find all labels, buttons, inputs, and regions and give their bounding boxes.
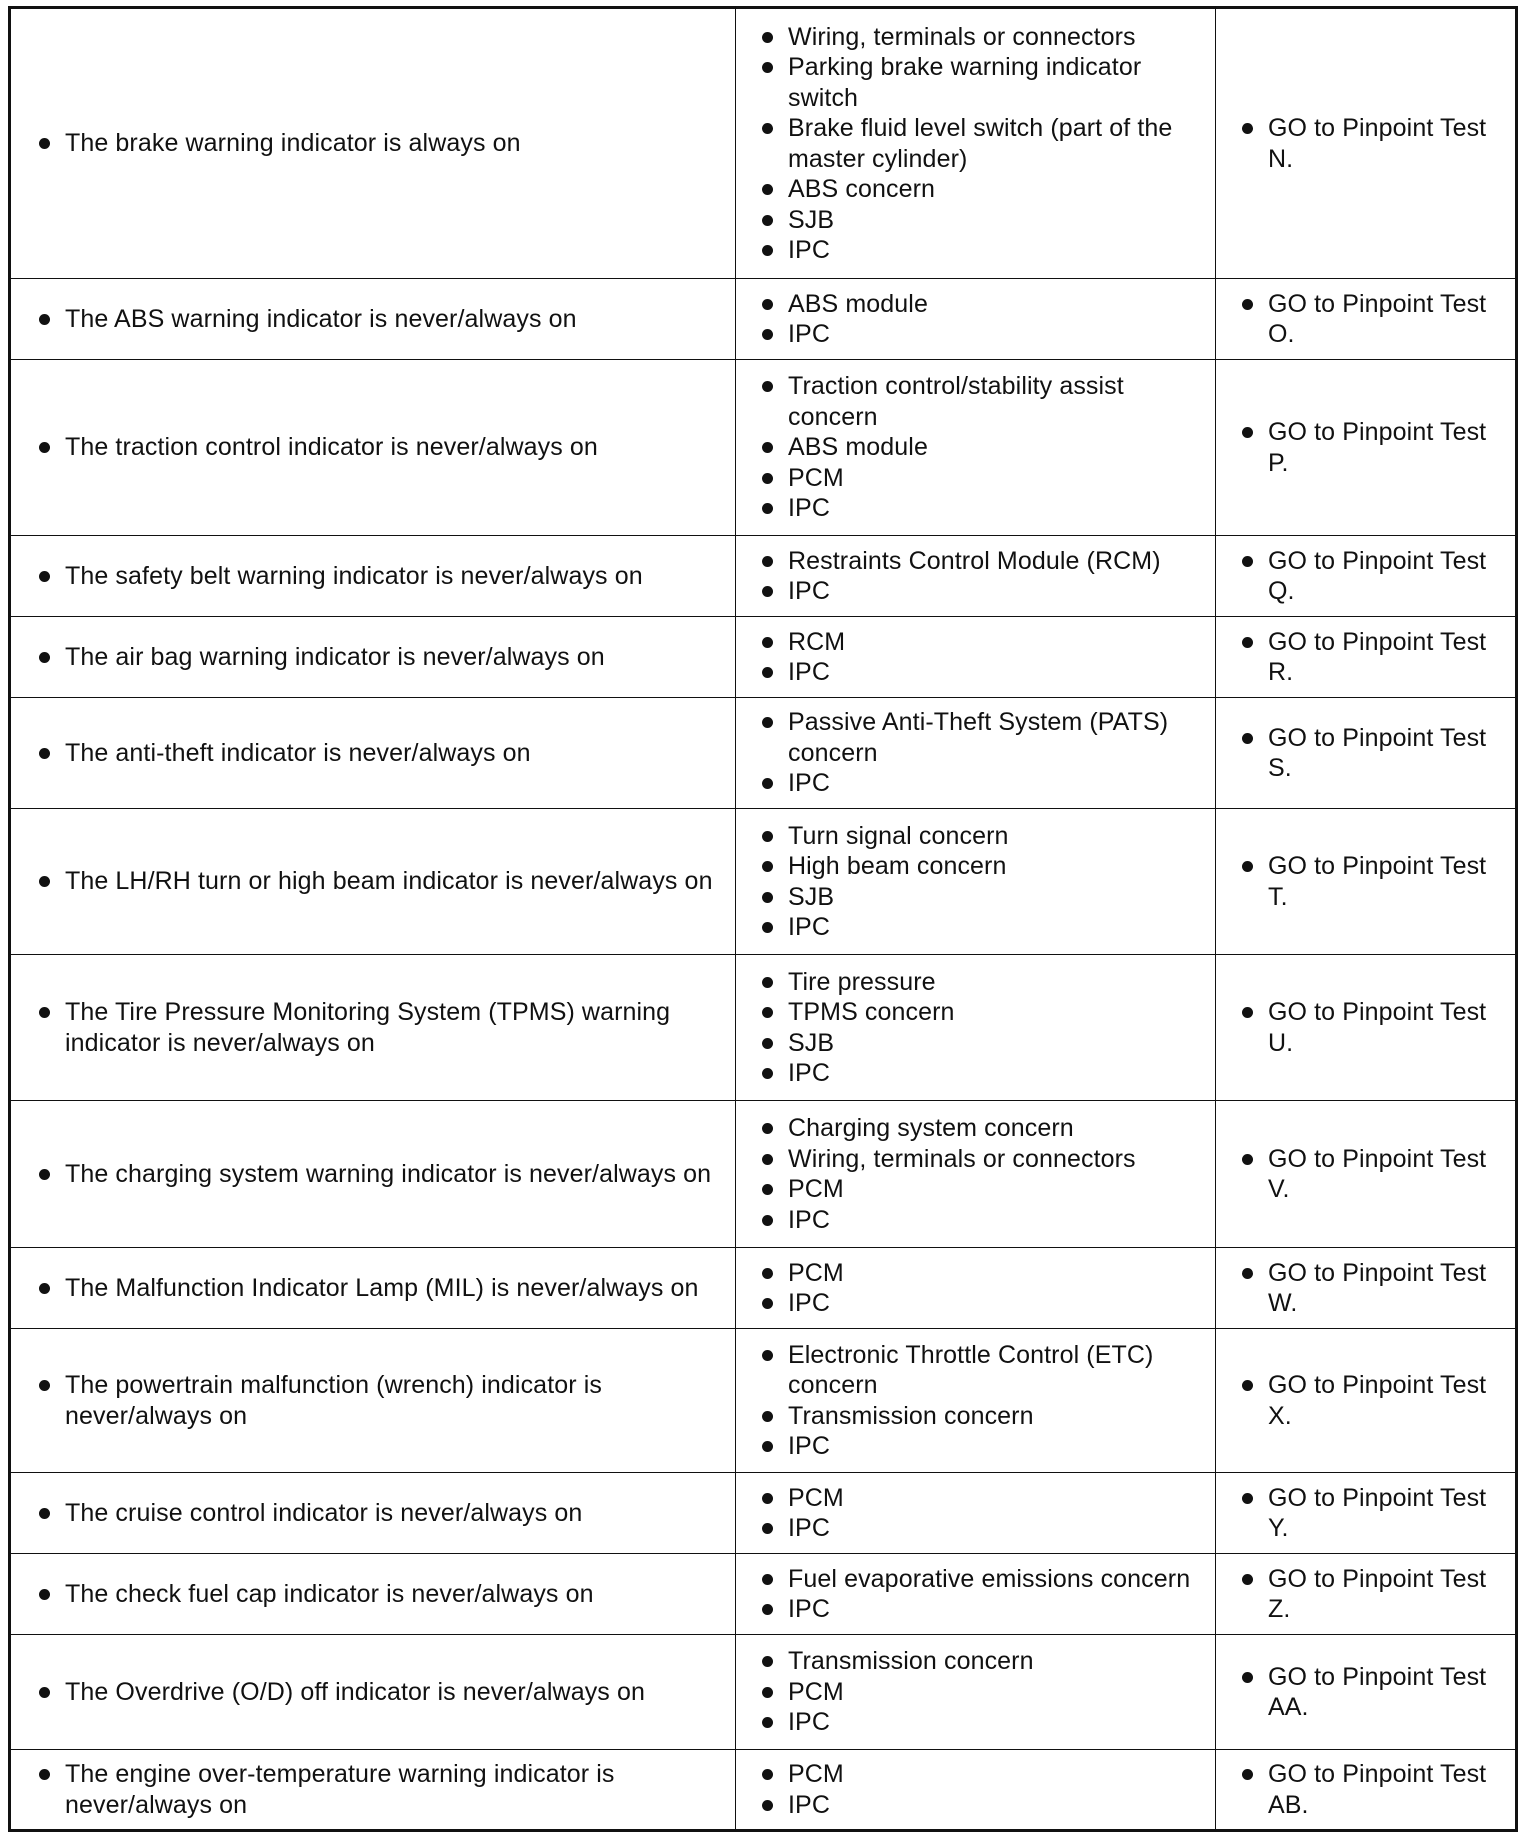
possible-source-cell xyxy=(736,536,1216,617)
possible-source-cell xyxy=(736,617,1216,698)
symptom-cell xyxy=(10,809,736,955)
possible-source-cell xyxy=(736,1329,1216,1473)
possible-source-item: IPC xyxy=(758,493,1207,524)
symptom-chart-body xyxy=(10,8,1517,1831)
possible-source-item: Passive Anti-Theft System (PATS) concern xyxy=(758,707,1207,768)
possible-source-cell xyxy=(736,1635,1216,1750)
action-cell xyxy=(1216,1750,1517,1831)
action-text: GO to Pinpoint Test P. xyxy=(1238,417,1507,478)
possible-source-cell xyxy=(736,279,1216,360)
action-text: GO to Pinpoint Test R. xyxy=(1238,627,1507,688)
symptom-cell xyxy=(10,955,736,1101)
table-row xyxy=(10,1635,1517,1750)
symptom-text: The engine over-temperature warning indicator is never/always on xyxy=(35,1759,727,1820)
possible-source-item: ABS module xyxy=(758,289,1207,320)
symptom-cell xyxy=(10,1554,736,1635)
action-cell xyxy=(1216,360,1517,536)
symptom-cell xyxy=(10,1635,736,1750)
possible-source-item: IPC xyxy=(758,235,1207,266)
possible-source-cell xyxy=(736,809,1216,955)
symptom-text: The Overdrive (O/D) off indicator is never/always on xyxy=(35,1677,727,1708)
symptom-text: The Tire Pressure Monitoring System (TPMS) warning indicator is never/always on xyxy=(35,997,727,1058)
symptom-text: The brake warning indicator is always on xyxy=(35,128,727,159)
symptom-text: The powertrain malfunction (wrench) indicator is never/always on xyxy=(35,1370,727,1431)
possible-source-item: Fuel evaporative emissions concern xyxy=(758,1564,1207,1595)
symptom-cell xyxy=(10,1101,736,1248)
possible-source-item: SJB xyxy=(758,205,1207,236)
possible-source-item: Electronic Throttle Control (ETC) concern xyxy=(758,1340,1207,1401)
symptom-cell xyxy=(10,1750,736,1831)
possible-source-item: High beam concern xyxy=(758,851,1207,882)
action-cell xyxy=(1216,809,1517,955)
possible-source-item: IPC xyxy=(758,1205,1207,1236)
table-row xyxy=(10,536,1517,617)
possible-source-item: Brake fluid level switch (part of the master cylinder) xyxy=(758,113,1207,174)
possible-source-item: PCM xyxy=(758,463,1207,494)
action-cell xyxy=(1216,1101,1517,1248)
table-row xyxy=(10,279,1517,360)
symptom-text: The cruise control indicator is never/always on xyxy=(35,1498,727,1529)
possible-source-item: IPC xyxy=(758,1790,1207,1821)
action-text: GO to Pinpoint Test Y. xyxy=(1238,1483,1507,1544)
table-row xyxy=(10,617,1517,698)
symptom-cell xyxy=(10,279,736,360)
table-row xyxy=(10,1101,1517,1248)
table-row xyxy=(10,1248,1517,1329)
possible-source-item: Charging system concern xyxy=(758,1113,1207,1144)
possible-source-item: IPC xyxy=(758,1058,1207,1089)
table-row xyxy=(10,360,1517,536)
action-text: GO to Pinpoint Test AB. xyxy=(1238,1759,1507,1820)
possible-source-item: IPC xyxy=(758,768,1207,799)
symptom-text: The check fuel cap indicator is never/always on xyxy=(35,1579,727,1610)
possible-source-item: IPC xyxy=(758,1431,1207,1462)
action-text: GO to Pinpoint Test AA. xyxy=(1238,1662,1507,1723)
symptom-text: The Malfunction Indicator Lamp (MIL) is never/always on xyxy=(35,1273,727,1304)
action-cell xyxy=(1216,1329,1517,1473)
action-cell xyxy=(1216,1554,1517,1635)
table-row xyxy=(10,1750,1517,1831)
possible-source-cell xyxy=(736,1248,1216,1329)
possible-source-item: IPC xyxy=(758,1594,1207,1625)
possible-source-cell xyxy=(736,360,1216,536)
possible-source-item: IPC xyxy=(758,319,1207,350)
table-row xyxy=(10,809,1517,955)
symptom-cell xyxy=(10,360,736,536)
possible-source-cell xyxy=(736,8,1216,279)
action-text: GO to Pinpoint Test W. xyxy=(1238,1258,1507,1319)
action-text: GO to Pinpoint Test U. xyxy=(1238,997,1507,1058)
symptom-cell xyxy=(10,698,736,809)
action-text: GO to Pinpoint Test O. xyxy=(1238,289,1507,350)
action-text: GO to Pinpoint Test N. xyxy=(1238,113,1507,174)
possible-source-item: Transmission concern xyxy=(758,1646,1207,1677)
possible-source-item: IPC xyxy=(758,1288,1207,1319)
table-row xyxy=(10,1473,1517,1554)
possible-source-item: Turn signal concern xyxy=(758,821,1207,852)
action-cell xyxy=(1216,1473,1517,1554)
possible-source-cell xyxy=(736,1554,1216,1635)
possible-source-item: IPC xyxy=(758,1513,1207,1544)
symptom-text: The ABS warning indicator is never/always on xyxy=(35,304,727,335)
possible-source-item: Transmission concern xyxy=(758,1401,1207,1432)
symptom-text: The air bag warning indicator is never/always on xyxy=(35,642,727,673)
possible-source-item: SJB xyxy=(758,1028,1207,1059)
possible-source-item: SJB xyxy=(758,882,1207,913)
possible-source-cell xyxy=(736,1101,1216,1248)
action-cell xyxy=(1216,1635,1517,1750)
action-text: GO to Pinpoint Test Z. xyxy=(1238,1564,1507,1625)
possible-source-item: IPC xyxy=(758,1707,1207,1738)
action-text: GO to Pinpoint Test V. xyxy=(1238,1144,1507,1205)
action-cell xyxy=(1216,617,1517,698)
symptom-cell xyxy=(10,8,736,279)
symptom-text: The LH/RH turn or high beam indicator is never/always on xyxy=(35,866,727,897)
possible-source-item: PCM xyxy=(758,1258,1207,1289)
possible-source-item: IPC xyxy=(758,912,1207,943)
symptom-cell xyxy=(10,1329,736,1473)
table-row xyxy=(10,955,1517,1101)
possible-source-item: Wiring, terminals or connectors xyxy=(758,1144,1207,1175)
action-cell xyxy=(1216,698,1517,809)
action-text: GO to Pinpoint Test Q. xyxy=(1238,546,1507,607)
action-cell xyxy=(1216,1248,1517,1329)
possible-source-cell xyxy=(736,1473,1216,1554)
table-row xyxy=(10,1329,1517,1473)
symptom-text: The charging system warning indicator is never/always on xyxy=(35,1159,727,1190)
table-row xyxy=(10,1554,1517,1635)
possible-source-item: Restraints Control Module (RCM) xyxy=(758,546,1207,577)
possible-source-item: RCM xyxy=(758,627,1207,658)
possible-source-item: PCM xyxy=(758,1174,1207,1205)
symptom-cell xyxy=(10,1248,736,1329)
action-cell xyxy=(1216,955,1517,1101)
symptom-cell xyxy=(10,617,736,698)
possible-source-item: Tire pressure xyxy=(758,967,1207,998)
possible-source-item: Wiring, terminals or connectors xyxy=(758,22,1207,53)
symptom-text: The safety belt warning indicator is never/always on xyxy=(35,561,727,592)
action-cell xyxy=(1216,536,1517,617)
possible-source-item: Parking brake warning indicator switch xyxy=(758,52,1207,113)
possible-source-item: IPC xyxy=(758,657,1207,688)
possible-source-item: ABS module xyxy=(758,432,1207,463)
symptom-text: The anti-theft indicator is never/always on xyxy=(35,738,727,769)
possible-source-cell xyxy=(736,1750,1216,1831)
symptom-chart-table xyxy=(8,6,1518,1832)
possible-source-item: TPMS concern xyxy=(758,997,1207,1028)
table-row xyxy=(10,8,1517,279)
symptom-cell xyxy=(10,1473,736,1554)
possible-source-item: PCM xyxy=(758,1483,1207,1514)
action-text: GO to Pinpoint Test S. xyxy=(1238,723,1507,784)
possible-source-cell xyxy=(736,955,1216,1101)
possible-source-item: PCM xyxy=(758,1677,1207,1708)
possible-source-item: Traction control/stability assist concern xyxy=(758,371,1207,432)
possible-source-cell xyxy=(736,698,1216,809)
symptom-text: The traction control indicator is never/always on xyxy=(35,432,727,463)
action-text: GO to Pinpoint Test T. xyxy=(1238,851,1507,912)
possible-source-item: IPC xyxy=(758,576,1207,607)
symptom-cell xyxy=(10,536,736,617)
possible-source-item: PCM xyxy=(758,1759,1207,1790)
possible-source-item: ABS concern xyxy=(758,174,1207,205)
action-text: GO to Pinpoint Test X. xyxy=(1238,1370,1507,1431)
action-cell xyxy=(1216,8,1517,279)
action-cell xyxy=(1216,279,1517,360)
table-row xyxy=(10,698,1517,809)
